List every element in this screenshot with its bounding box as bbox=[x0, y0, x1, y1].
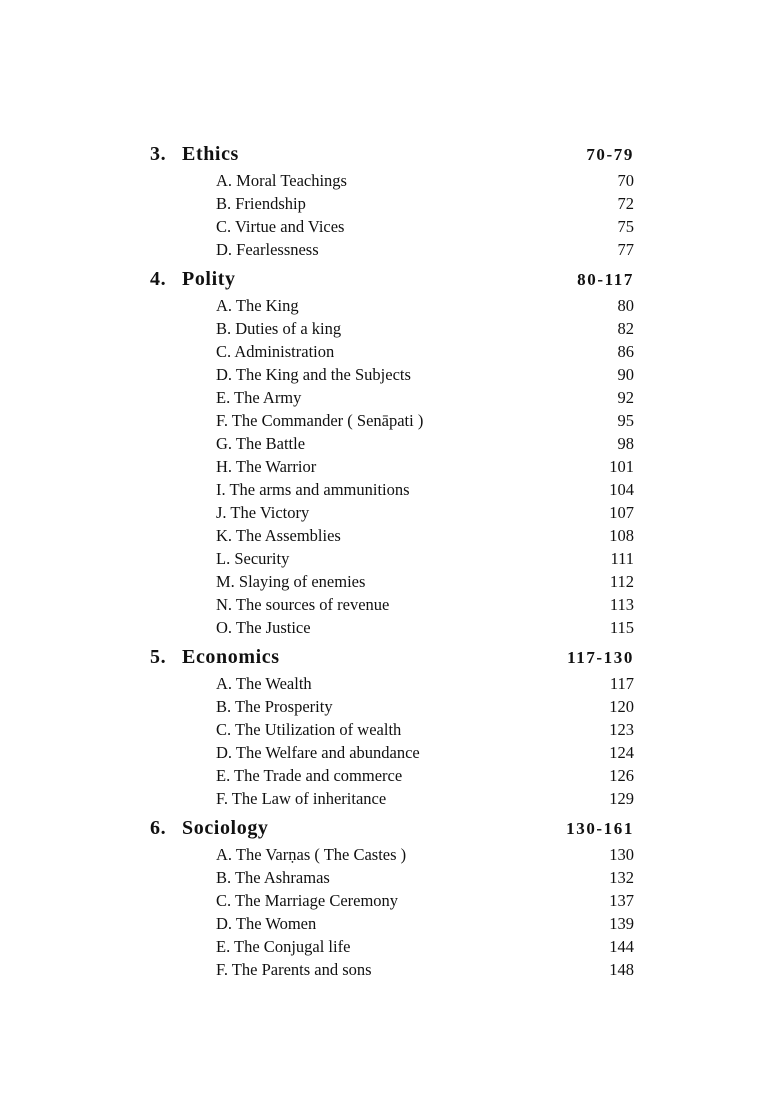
toc-entry-page: 108 bbox=[609, 526, 634, 545]
toc-entry-page: 77 bbox=[617, 240, 634, 259]
toc-entry-label: F. The Law of inheritance bbox=[216, 789, 387, 808]
toc-entry-label: B. The Ashramas bbox=[216, 868, 330, 887]
toc-entry-label: E. The Army bbox=[216, 388, 302, 407]
toc-entry-label: F. The Parents and sons bbox=[216, 960, 372, 979]
toc-entry bbox=[150, 294, 634, 317]
toc-entry-label: C. The Marriage Ceremony bbox=[216, 891, 399, 910]
toc-entry bbox=[150, 718, 634, 741]
toc-entry-page: 111 bbox=[610, 549, 634, 568]
toc-entry-label: M. Slaying of enemies bbox=[216, 572, 366, 591]
section-title-text: Ethics bbox=[182, 143, 239, 165]
section-number: 4. bbox=[150, 268, 167, 290]
toc-entry bbox=[150, 843, 634, 866]
toc-entry-label: C. Administration bbox=[216, 342, 335, 361]
toc-entry bbox=[150, 192, 634, 215]
toc-entry-page: 75 bbox=[617, 217, 634, 236]
toc-entry bbox=[150, 866, 634, 889]
toc-entry-label: K. The Assemblies bbox=[216, 526, 341, 545]
toc-entry bbox=[150, 455, 634, 478]
section-page-range: 117-130 bbox=[567, 648, 634, 667]
toc-entry bbox=[150, 340, 634, 363]
table-of-contents bbox=[150, 140, 634, 981]
toc-entry bbox=[150, 386, 634, 409]
toc-entry-page: 104 bbox=[609, 480, 634, 499]
toc-entry bbox=[150, 215, 634, 238]
toc-entry-page: 82 bbox=[617, 319, 634, 338]
toc-section-sociology bbox=[150, 814, 634, 981]
toc-entry bbox=[150, 169, 634, 192]
toc-entry-label: D. The Women bbox=[216, 914, 317, 933]
toc-entry bbox=[150, 478, 634, 501]
toc-entry bbox=[150, 547, 634, 570]
toc-entry-label: G. The Battle bbox=[216, 434, 306, 453]
toc-entry bbox=[150, 501, 634, 524]
toc-entry-page: 132 bbox=[609, 868, 634, 887]
toc-entry-label: C. Virtue and Vices bbox=[216, 217, 345, 236]
toc-section-polity bbox=[150, 265, 634, 639]
toc-entry bbox=[150, 570, 634, 593]
toc-entry-page: 148 bbox=[609, 960, 634, 979]
toc-entry-page: 112 bbox=[609, 572, 634, 591]
toc-entry bbox=[150, 672, 634, 695]
section-page-range: 70-79 bbox=[586, 145, 634, 164]
toc-entry bbox=[150, 616, 634, 639]
toc-entry-label: D. Fearlessness bbox=[216, 240, 319, 259]
toc-entry-page: 80 bbox=[617, 296, 634, 315]
toc-entry-label: A. The Varṇas ( The Castes ) bbox=[216, 845, 407, 864]
toc-entry bbox=[150, 432, 634, 455]
toc-entry bbox=[150, 958, 634, 981]
toc-entry bbox=[150, 593, 634, 616]
section-heading bbox=[150, 814, 634, 843]
toc-entry-label: E. The Trade and commerce bbox=[216, 766, 403, 785]
section-heading bbox=[150, 265, 634, 294]
toc-entry bbox=[150, 363, 634, 386]
toc-entry bbox=[150, 695, 634, 718]
toc-entry-page: 86 bbox=[617, 342, 634, 361]
toc-entry-label: A. The King bbox=[216, 296, 299, 315]
toc-entry bbox=[150, 764, 634, 787]
toc-entry-page: 137 bbox=[609, 891, 634, 910]
section-title bbox=[150, 814, 269, 843]
toc-entry-label: C. The Utilization of wealth bbox=[216, 720, 402, 739]
toc-entry-page: 120 bbox=[609, 697, 634, 716]
toc-entry-page: 98 bbox=[617, 434, 634, 453]
toc-entry-label: J. The Victory bbox=[216, 503, 310, 522]
section-page-range: 80-117 bbox=[577, 270, 634, 289]
section-number: 5. bbox=[150, 646, 167, 668]
toc-entry-label: B. The Prosperity bbox=[216, 697, 333, 716]
toc-entry bbox=[150, 935, 634, 958]
toc-entry-label: O. The Justice bbox=[216, 618, 311, 637]
toc-entry-page: 130 bbox=[609, 845, 634, 864]
toc-section-ethics bbox=[150, 140, 634, 261]
toc-entry-label: E. The Conjugal life bbox=[216, 937, 351, 956]
toc-entry-label: F. The Commander ( Senāpati ) bbox=[216, 411, 424, 430]
toc-entry-page: 107 bbox=[609, 503, 634, 522]
section-title bbox=[150, 643, 280, 672]
toc-entry bbox=[150, 317, 634, 340]
toc-entry bbox=[150, 409, 634, 432]
toc-entry-page: 70 bbox=[617, 171, 634, 190]
toc-entry-page: 126 bbox=[609, 766, 634, 785]
toc-entry-label: I. The arms and ammunitions bbox=[216, 480, 410, 499]
toc-entry-page: 115 bbox=[609, 618, 634, 637]
toc-entry-label: B. Duties of a king bbox=[216, 319, 342, 338]
toc-entry-page: 117 bbox=[609, 674, 634, 693]
toc-entry-page: 92 bbox=[617, 388, 634, 407]
toc-entry-page: 95 bbox=[617, 411, 634, 430]
toc-entry bbox=[150, 741, 634, 764]
toc-entry-page: 72 bbox=[617, 194, 634, 213]
toc-entry-label: B. Friendship bbox=[216, 194, 306, 213]
toc-entry-page: 139 bbox=[609, 914, 634, 933]
toc-entry-label: L. Security bbox=[216, 549, 290, 568]
section-number: 6. bbox=[150, 817, 167, 839]
toc-entry-label: H. The Warrior bbox=[216, 457, 317, 476]
section-heading bbox=[150, 643, 634, 672]
toc-entry-page: 90 bbox=[617, 365, 634, 384]
toc-entry-page: 123 bbox=[609, 720, 634, 739]
toc-entry-page: 144 bbox=[609, 937, 634, 956]
section-title-text: Economics bbox=[182, 646, 280, 668]
toc-entry-label: N. The sources of revenue bbox=[216, 595, 390, 614]
section-title bbox=[150, 140, 239, 169]
toc-entry-label: A. Moral Teachings bbox=[216, 171, 347, 190]
toc-entry-page: 129 bbox=[609, 789, 634, 808]
toc-entry bbox=[150, 889, 634, 912]
toc-entry-page: 101 bbox=[609, 457, 634, 476]
section-page-range: 130-161 bbox=[566, 819, 634, 838]
section-heading bbox=[150, 140, 634, 169]
section-number: 3. bbox=[150, 143, 167, 165]
toc-entry bbox=[150, 238, 634, 261]
toc-entry-page: 113 bbox=[609, 595, 634, 614]
toc-entry-label: D. The King and the Subjects bbox=[216, 365, 411, 384]
toc-section-economics bbox=[150, 643, 634, 810]
toc-entry-label: A. The Wealth bbox=[216, 674, 312, 693]
toc-entry bbox=[150, 787, 634, 810]
toc-entry-page: 124 bbox=[609, 743, 634, 762]
section-title bbox=[150, 265, 236, 294]
toc-entry-label: D. The Welfare and abundance bbox=[216, 743, 420, 762]
toc-entry bbox=[150, 912, 634, 935]
section-title-text: Sociology bbox=[182, 817, 269, 839]
section-title-text: Polity bbox=[182, 268, 236, 290]
toc-entry bbox=[150, 524, 634, 547]
